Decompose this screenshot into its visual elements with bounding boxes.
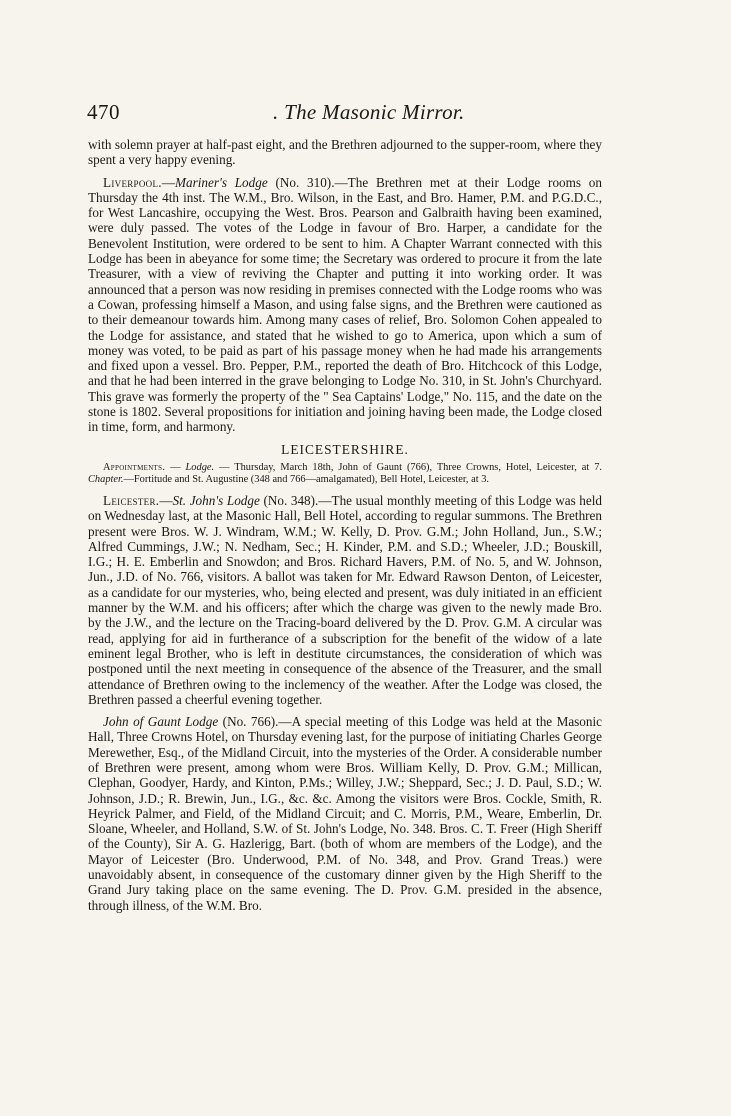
section-heading: LEICESTERSHIRE. xyxy=(281,441,409,457)
place-name: Liverpool. xyxy=(103,174,162,190)
paragraph-leicester: Leicester.—St. John's Lodge (No. 348).—The usual monthly meeting of this Lodge was held on Wednesday last, at the Masonic Hall, Bell Hotel, according to regular summons. The Brethren present were Bros. W. J. Windram, W.M.; W. Kelly, D. Prov. G.M.; John Holland, Jun., S.W.; Alfred Cummings, J.W.; N. Nedham, Sec.; H. Kinder, P.M. and S.D.; Wheeler, J.D.; Bouskill, I.G.; H. E. Emberlin and Snowdon; and Bros. Richard Havers, P.M. of No. 5, and W. Johnson, Jun., J.D. of No. 766, visitors. A ballot was taken for Mr. Edward Rawson Denton, of Leicester, as a candidate for our mysteries, who, being elected and present, was duly initiated in an efficient manner by the W.M. and his officers; after which the charge was given to the newly made Bro. by the J.W., and the lecture on the Tracing-board delivered by the D. Prov. G.M. A circular was read, applying for aid in furtherance of a subscription for the benefit of the widow of a late eminent legal Brother, who is left in destitute circumstances, the consideration of which was postponed until the next meeting in consequence of the absence of the Treasurer, and the small attendance of Brethren owing to the inclemency of the weather. After the Lodge was closed, the Brethren passed a cheerful evening together. xyxy=(88,492,603,707)
lodge-label: Lodge. xyxy=(185,461,215,473)
paragraph-text: (No. 766).—A special meeting of this Lodge was held at the Masonic Hall, Three Crowns Hotel, on Thursday evening last, for the purpose of initiating Charles George Merewether, Esq., of the Midland Circuit, into the mysteries of the Order. A considerable number of Brethren were present, among whom were Bros. William Kelly, D. Prov. G.M.; Millican, Clephan, Goodyer, Hardy, and Kinton, P.Ms.; Willey, J.W.; Sheppard, Sec.; J. D. Paul, S.D.; W. Johnson, J.D.; R. Brewin, Jun., I.G., &c. &c. Among the visitors were Bros. Cockle, Smith, R. Heyrick Palmer, and Field, of the Midland Circuit; and C. Morris, P.M., Weare, Emberlin, Dr. Sloane, Wheeler, and Holland, S.W. of St. John's Lodge, No. 348. Bros. C. T. Freer (High Sheriff of the County), Sir A. G. Hazlerigg, Bart. (both of whom are members of the Lodge), and the Mayor of Leicester (Bro. Underwood, P.M. of No. 348, and Prov. Grand Treas.) were unavoidably absent, in consequence of the customary dinner given by the High Sheriff to the Grand Jury taking place on the same evening. The D. Prov. G.M. presided in the absence, through illness, of the W.M. Bro. xyxy=(88,714,603,913)
lodge-name: Mariner's Lodge xyxy=(175,174,268,190)
paragraph-liverpool: Liverpool.—Mariner's Lodge (No. 310).—The Brethren met at their Lodge rooms on Thursday the 4th inst. The W.M., Bro. Wilson, in the East, and Bro. Hamer, P.M. and P.G.D.C., for West Lancashire, occupying the West. Bros. Pearson and Galbraith having been examined, were duly passed. The votes of the Lodge in favour of Bro. Harper, a candidate for the Benevolent Institution, were ordered to be sent to him. A Chapter Warrant connected with this Lodge has been in abeyance for some time; the Secretary was ordered to procure it from the late Treasurer, with a view of reviving the Chapter and putting it into working order. It was announced that a person was now residing in premises connected with the Lodge rooms who was a Cowan, professing himself a Mason, and using false signs, and the Brethren were cautioned as to their demeanour towards him. Among many cases of relief, Bro. Solomon Cohen appealed to the Lodge for assistance, and stated that he wished to go to America, upon which a sum of money was voted, to be paid as part of his passage money when he had made his arrangements and fixed upon a vessel. Bro. Pepper, P.M., reported the death of Bro. Hitchcock of this Lodge, and that he had been interred in the grave belonging to Lodge No. 310, in St. John's Churchyard. This grave was formerly the property of the " Sea Captains' Lodge," No. 115, and the date on the stone is 1802. Several propositions for initiation and joining having been made, the Lodge closed in time, form, and harmony. xyxy=(88,174,602,435)
page-header xyxy=(87,100,607,126)
paragraph-continuation: with solemn prayer at half-past eight, and the Brethren adjourned to the supper-room, where they spent a very happy evening. xyxy=(88,137,602,168)
appointments-label: Appointments. xyxy=(103,461,166,473)
appointments-text: — Thursday, March 18th, John of Gaunt (766), Three Crowns, Hotel, Leicester, at 7. xyxy=(214,461,602,473)
paragraph-text: (No. 310).—The Brethren met at their Lodge rooms on Thursday the 4th inst. The W.M., Bro. Wilson, in the East, and Bro. Hamer, P.M. and P.G.D.C., for West Lancashire, occupying the West. Bros. Pearson and Galbraith having been examined, were duly passed. The votes of the Lodge in favour of Bro. Harper, a candidate for the Benevolent Institution, were ordered to be sent to him. A Chapter Warrant connected with this Lodge has been in abeyance for some time; the Secretary was ordered to procure it from the late Treasurer, with a view of reviving the Chapter and putting it into working order. It was announced that a person was now residing in premises connected with the Lodge rooms who was a Cowan, professing himself a Mason, and using false signs, and the Brethren were cautioned as to their demeanour towards him. Among many cases of relief, Bro. Solomon Cohen appealed to the Lodge for assistance, and stated that he wished to go to America, upon which a sum of money was voted, to be paid as part of his passage money when he had made his arrangements and fixed upon a vessel. Bro. Pepper, P.M., reported the death of Bro. Hitchcock of this Lodge, and that he had been interred in the grave belonging to Lodge No. 310, in St. John's Churchyard. This grave was formerly the property of the " Sea Captains' Lodge," No. 115, and the date on the stone is 1802. Several propositions for initiation and joining having been made, the Lodge closed in time, form, and harmony. xyxy=(88,174,602,435)
separator: — xyxy=(165,461,186,473)
appointments-notice xyxy=(88,462,602,486)
article-body xyxy=(88,137,602,920)
place-name: Leicester. xyxy=(103,492,160,508)
paragraph-john-of-gaunt xyxy=(88,714,602,913)
paragraph-text: (No. 348).—The usual monthly meeting of this Lodge was held on Wednesday last, at the Masonic Hall, Bell Hotel, according to regular summons. The Brethren present were Bros. W. J. Windram, W.M.; W. Kelly, D. Prov. G.M.; John Holland, Jun., S.W.; Alfred Cummings, J.W.; N. Nedham, Sec.; H. Kinder, P.M. and S.D.; Wheeler, J.D.; Bouskill, I.G.; H. E. Emberlin and Snowdon; and Bros. Richard Havers, P.M. of No. 5, and W. Johnson, Jun., J.D. of No. 766, visitors. A ballot was taken for Mr. Edward Rawson Denton, of Leicester, as a candidate for our mysteries, who, being elected and present, was duly initiated in an efficient manner by the W.M. and his officers; after which the charge was given to the newly made Bro. by the J.W., and the lecture on the Tracing-board delivered by the D. Prov. G.M. A circular was read, applying for aid in furtherance of a subscription for the benefit of the widow of a late eminent legal Brother, who is left in destitute circumstances, the consideration of which was postponed until the next meeting in consequence of the absence of the Treasurer, and the small attendance of Brethren owing to the inclemency of the weather. After the Lodge was closed, the Brethren passed a cheerful evening together. xyxy=(88,492,603,707)
running-title: . The Masonic Mirror. xyxy=(273,100,465,124)
appointments-text: —Fortitude and St. Augustine (348 and 766—amalgamated), Bell Hotel, Leicester, at 3. xyxy=(123,473,489,485)
lodge-name: St. John's Lodge xyxy=(172,492,260,508)
page-number: 470 xyxy=(87,100,120,124)
lodge-name: John of Gaunt Lodge xyxy=(103,714,219,730)
chapter-label: Chapter. xyxy=(88,473,124,485)
